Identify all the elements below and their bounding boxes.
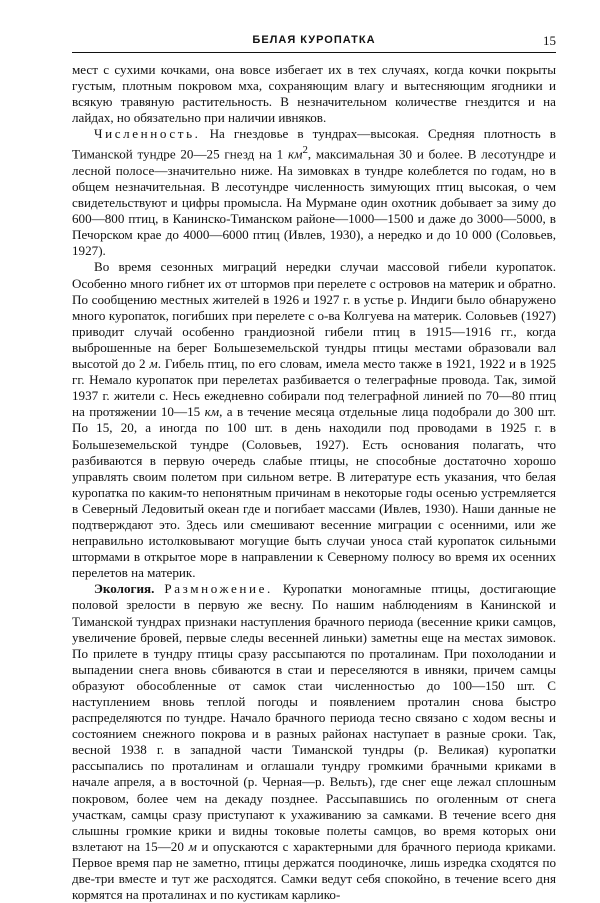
body-text [72, 62, 556, 903]
paragraph-habitat-text: мест с сухими кочками, она вовсе избегает их в тех случаях, когда кочки покрыты густым, плотным покровом мха, сохраняющим влагу и вытесняющим ягодники и всякую травяную растительность. В незначительном количестве гнездится и на лайдах, но обязательно при наличии ивняков. [72, 62, 556, 126]
unit-m-2: м [188, 838, 197, 854]
unit-m: м [149, 356, 158, 372]
paragraph-ecology-text-a: Куропатки моногамные птицы, достигающие половой зрелости в первую же весну. По нашим наблюдениям в Канинской и Тиманской тундрах признаки наступления брачного периода (весенние крики самцов, увеличение бровей, первые следы весенней линьки) заметны еще на местах зимовок. По прилете в тундру птицы сразу рассыпаются по проталинам. При похолодании и выпадении снега вновь сбиваются в стаи и переселяются в ивняки, причем самцы образуют обособленные от самок стаи численностью до 100—150 шт. С наступлением вновь теплой погоды и появлением проталин снова быстро распределяются по тундре. Начало брачного периода тесно связано с ходом весны и состоянием снежного покрова и в разных районах наступает в разные сроки. Так, весной 1938 г. в западной части Тиманской тундры (р. Великая) куропатки рассыпались по проталинам и оглашали тундру громкими брачными криками в начале апреля, а в восточной (р. Черная—р. Вельть), где снег еще лежал сплошным покровом, более чем на декаду позднее. Рассыпавшись по оголенным от снега участкам, самцы сразу приступают к ухаживанию за самками. В течение всего дня слышны громкие крики и видны токовые полеты самцов, во время которых они взлетают на 15—20 [72, 581, 556, 854]
unit-superscript: 2 [302, 144, 308, 157]
page-header [72, 34, 556, 53]
unit-km: км [287, 146, 303, 162]
paragraph-migration-text-b: . Гибель птиц, по его словам, имела место также в 1921, 1922 и в 1925 гг. Немало куропаток при перелетах разбивается о телеграфные провода. Так, зимой 1937 г. жители с. Несь ежедневно собирали под телеграфной линией по 70—80 птиц на протяжении 10—15 [72, 356, 556, 420]
unit-km-2: км [204, 404, 220, 420]
page-number: 15 [543, 33, 556, 48]
paragraph-ecology [72, 581, 556, 903]
section-heading-abundance: Численность. [94, 126, 201, 142]
paragraph-abundance-text-b: , максимальная 30 и более. В лесотундре и лесной полосе—значительно ниже. На зимовках в тундре колеблется по годам, но в общем незначительная. В лесотундре численность зимующих птиц высокая, о чем свидетельствуют и цифры промысла. На Мурмане один охотник добывает за зиму до 600—800 птиц, в Канинско-Тиманском районе—1000—1500 и даже до 3000—5000, в Печорском крае до 4000—6000 птиц (Ивлев, 1930), а нередко и до 10 000 (Соловьев, 1927). [72, 146, 556, 259]
paragraph-migration-deaths [72, 259, 556, 581]
subheading-reproduction: Размножение. [164, 581, 273, 597]
paragraph-abundance [72, 126, 556, 259]
running-title: БЕЛАЯ КУРОПАТКА [252, 34, 376, 46]
paragraph-habitat [72, 62, 556, 126]
paragraph-abundance-text-a: На гнездовье в тундрах—высокая. Средняя плотность в Тиманской тундре 20—25 гнезд на 1 [72, 126, 556, 162]
paragraph-migration-text-a: Во время сезонных миграций нередки случаи массовой гибели куропаток. Особенно много гибнет их от штормов при перелете с островов на материк и обратно. По сообщению местных жителей в 1926 и 1927 г. в устье р. Индиги было обнаружено много куропаток, погибших при перелете с о-ва Колгуева на материк. Соловьев (1927) приводит случай особенно грандиозной гибели птиц в 1915—1916 гг., когда выброшенные на берег Большеземельской тундры птицы местами образовали вал высотой до 2 [72, 259, 556, 372]
paragraph-migration-text-c: , а в течение месяца отдельные лица подобрали до 300 шт. По 15, 20, а иногда по 100 шт. в день находили под проводами в 1925 г. в Большеземельской тундре (Соловьев, 1927). Есть основания полагать, что разбиваются в первую очередь слабые птицы, не способные достаточно хорошо управлять своим полетом при сильном ветре. В литературе есть указания, что белая куропатка по каким-то непонятным причинам в некоторые годы осенью устремляется в Северный Ледовитый океан где и погибает массами (Ивлев, 1930). Наши данные не подтверждают это. Здесь или смешивают весенние миграции с осенними, или же неправильно истолковывают могущие быть случаи уноса стай куропаток сильными штормами в открытое море в направлении к Северному полюсу во время их осенних перелетов на материк. [72, 404, 556, 581]
section-heading-ecology: Экология. [94, 581, 155, 597]
paragraph-ecology-text-b: и опускаются с характерными для брачного периода криками. Первое время пар не заметно, птицы держатся поодиночке, лишь изредка сходятся по две-три вместе и тут же расходятся. Самки ведут себя спокойно, в течение всего дня кормятся на проталинах и по кустикам карлико- [72, 838, 556, 903]
